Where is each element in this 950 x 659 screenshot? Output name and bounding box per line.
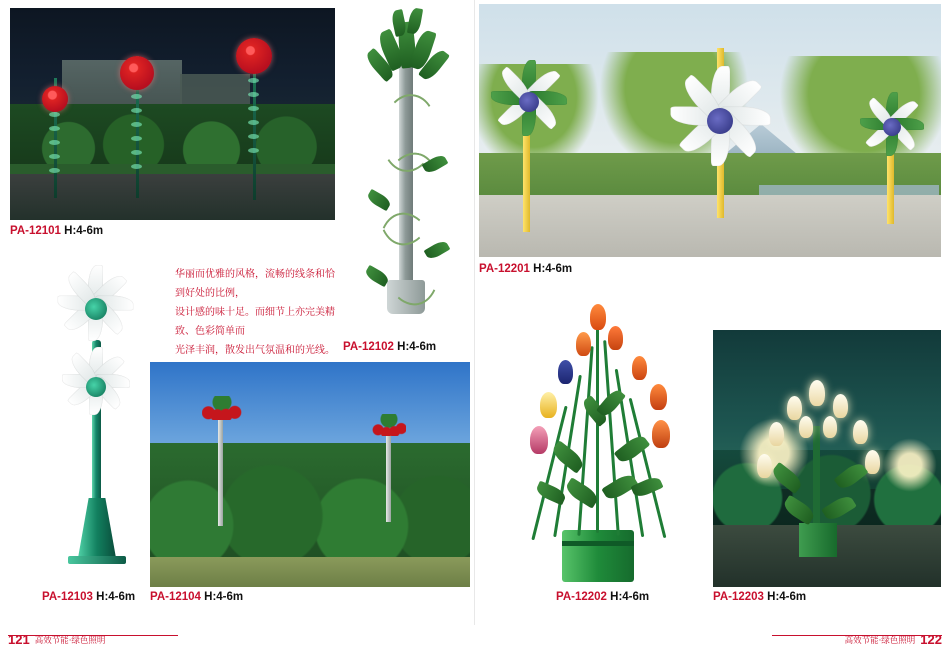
page-number-right: 122: [920, 632, 942, 647]
caption-code: PA-12102: [343, 341, 394, 353]
pole-ring-decor: [248, 78, 259, 83]
pinwheel-hub: [86, 377, 106, 397]
magnolia-bloom: [853, 420, 868, 444]
pole-ring-decor: [131, 108, 142, 113]
footer-tagline-left: 高效节能·绿色照明: [34, 635, 106, 646]
pole-ring-decor: [248, 106, 259, 111]
caption-code: PA-12101: [10, 225, 61, 237]
pole-ring-decor: [248, 134, 259, 139]
caption-height: H:4-6m: [529, 263, 573, 275]
lamp-base-planter: [562, 530, 634, 582]
caption-code: PA-12201: [479, 263, 530, 275]
background-light-glow: [883, 438, 937, 492]
caption-pa-12201: [479, 263, 572, 275]
magnolia-bloom: [757, 454, 772, 478]
pinwheel-fixture-lower: [58, 349, 134, 425]
pole-ring-decor: [131, 164, 142, 169]
pinwheel-hub: [883, 118, 901, 136]
illustration-pa-12103: [20, 245, 160, 600]
photo-pa-12104: [150, 362, 470, 587]
pole-ring-decor: [131, 122, 142, 127]
pinwheel-fixture-right: [857, 92, 927, 162]
caption-height: H:4-6m: [92, 591, 136, 603]
caption-height: H:4-6m: [60, 225, 104, 237]
photo-road: [10, 174, 335, 220]
caption-code: PA-12103: [42, 591, 93, 603]
caption-pa-12104: [150, 591, 243, 603]
red-flower-fixture: [202, 396, 242, 420]
paragraph-line: 光泽丰润，散发出气氛温和的光线。: [175, 345, 335, 356]
magnolia-bloom: [769, 422, 784, 446]
pinwheel-fixture-large: [665, 66, 775, 176]
caption-height: H:4-6m: [393, 341, 437, 353]
caption-pa-12103: [42, 591, 135, 603]
pole-ring-decor: [49, 112, 60, 117]
pole-ring-decor: [131, 94, 142, 99]
lamp-pole: [218, 414, 223, 526]
photo-pa-12201: [479, 4, 941, 257]
caption-code: PA-12104: [150, 591, 201, 603]
photo-pa-12203: [713, 330, 941, 587]
paragraph-line: 华丽而优雅的风格，流畅的线条和恰到好处的比例，: [175, 269, 335, 299]
footer-left: [8, 632, 105, 647]
photo-ground: [150, 557, 470, 587]
magnolia-bloom: [799, 416, 813, 438]
lamp-pole: [386, 430, 391, 522]
pole-ring-decor: [49, 140, 60, 145]
photo-plaza-pavement: [479, 195, 941, 257]
caption-pa-12102: [343, 341, 436, 353]
photo-pa-12102: [343, 2, 471, 332]
caption-height: H:4-6m: [606, 591, 650, 603]
lamp-base-rim: [562, 541, 634, 546]
flower-bloom-orange: [608, 326, 623, 350]
pole-ring-decor: [248, 120, 259, 125]
flower-bloom-yellow: [540, 392, 557, 418]
photo-shrub-row: [150, 443, 470, 561]
footer-tagline-right: 高效节能·绿色照明: [844, 635, 916, 646]
flower-bloom-orange: [632, 356, 647, 380]
caption-code: PA-12202: [556, 591, 607, 603]
flower-bloom-orange: [590, 304, 606, 330]
flower-bloom-orange: [576, 332, 591, 356]
pole-ring-decor: [248, 92, 259, 97]
page-spine-divider: [474, 0, 475, 625]
lamp-base-planter: [799, 523, 837, 557]
body-paragraph: [175, 265, 335, 360]
flower-bloom-pink: [530, 426, 548, 454]
leaf-decor: [630, 475, 663, 500]
pole-ring-decor: [131, 150, 142, 155]
caption-pa-12101: [10, 225, 103, 237]
flower-bloom-orange: [652, 420, 670, 448]
pinwheel-fixture-left: [487, 60, 571, 144]
stalk: [629, 398, 667, 538]
flower-bloom-orange: [650, 384, 667, 410]
magnolia-bloom: [809, 380, 825, 406]
caption-pa-12202: [556, 591, 649, 603]
pole-ring-decor: [49, 168, 60, 173]
flower-bloom-blue: [558, 360, 573, 384]
caption-height: H:4-6m: [200, 591, 244, 603]
footer-right: [845, 632, 942, 647]
pole-ring-decor: [131, 136, 142, 141]
pinwheel-hub: [85, 298, 107, 320]
caption-pa-12203: [713, 591, 806, 603]
leaf-fixture: [407, 7, 423, 35]
pole-ring-decor: [49, 126, 60, 131]
pinwheel-hub: [519, 92, 539, 112]
magnolia-bloom: [787, 396, 802, 420]
pole-ring-decor: [248, 148, 259, 153]
pole-ring-decor: [49, 154, 60, 159]
paragraph-line: 设计感的味十足。而细节上亦完美精致、色彩简单而: [175, 307, 335, 337]
page-number-left: 121: [8, 632, 30, 647]
lamp-base-plate: [68, 556, 126, 564]
pinwheel-fixture-upper: [54, 267, 138, 351]
flower-ball-fixture: [120, 56, 154, 90]
flower-ball-fixture: [42, 86, 68, 112]
pinwheel-hub: [707, 108, 733, 134]
magnolia-bloom: [823, 416, 837, 438]
red-flower-fixture: [372, 414, 406, 436]
flower-ball-fixture: [236, 38, 272, 74]
illustration-pa-12202: [500, 300, 700, 590]
caption-height: H:4-6m: [763, 591, 807, 603]
caption-code: PA-12203: [713, 591, 764, 603]
magnolia-bloom: [833, 394, 848, 418]
lamp-base: [78, 498, 116, 558]
photo-pa-12101: [10, 8, 335, 220]
